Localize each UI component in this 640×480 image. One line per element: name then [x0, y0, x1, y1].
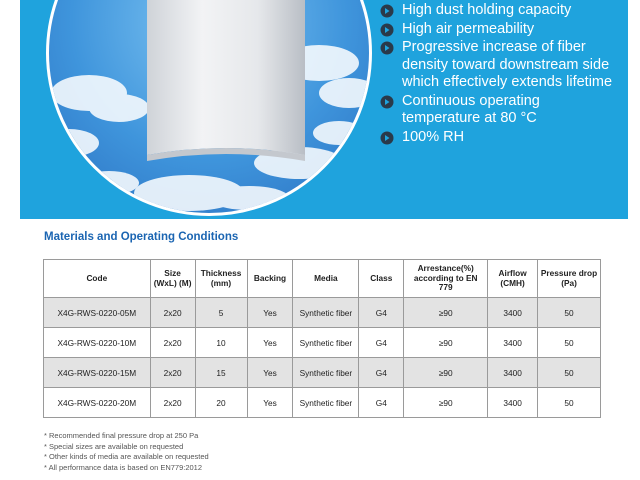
header-arrestance: Arrestance(%) according to EN 779 [404, 260, 488, 298]
cell-size: 2x20 [150, 298, 195, 328]
header-thickness: Thickness (mm) [195, 260, 247, 298]
cell-code: X4G-RWS-0220-05M [44, 298, 151, 328]
table-row [44, 358, 601, 388]
cell-size: 2x20 [150, 388, 195, 418]
cell-pressure-drop: 50 [538, 358, 601, 388]
cell-backing: Yes [247, 298, 293, 328]
footnote: * Recommended final pressure drop at 250 Pa [44, 431, 199, 440]
footnotes [44, 431, 209, 474]
cell-media: Synthetic fiber [293, 358, 359, 388]
cell-arrestance: ≥90 [404, 328, 488, 358]
product-photo [46, 0, 372, 216]
feature-text: 100% RH [402, 128, 465, 145]
cell-code: X4G-RWS-0220-20M [44, 388, 151, 418]
cell-media: Synthetic fiber [293, 298, 359, 328]
cell-pressure-drop: 50 [538, 388, 601, 418]
cell-class: G4 [359, 298, 404, 328]
feature-item [380, 129, 620, 147]
header-size: Size (WxL) (M) [150, 260, 195, 298]
section-title: Materials and Operating Conditions [44, 231, 239, 243]
cell-arrestance: ≥90 [404, 388, 488, 418]
cell-backing: Yes [247, 358, 293, 388]
cell-class: G4 [359, 328, 404, 358]
cell-size: 2x20 [150, 358, 195, 388]
arrow-circle-icon [380, 41, 394, 55]
footnote: * Special sizes are available on requested [44, 441, 184, 451]
feature-text: Continuous operating temperature at 80 °C [402, 92, 540, 126]
footnote: * All performance data is based on EN779:2012 [44, 463, 203, 473]
cell-backing: Yes [247, 388, 293, 418]
feature-text: High dust holding capacity [402, 2, 572, 18]
arrow-circle-icon [380, 23, 394, 37]
feature-item [380, 2, 620, 20]
cell-thickness: 5 [195, 298, 247, 328]
cell-backing: Yes [247, 328, 293, 358]
spec-table [43, 259, 601, 418]
filter-roll-illustration [49, 0, 372, 216]
table-row [44, 298, 601, 328]
arrow-circle-icon [380, 131, 394, 145]
cell-pressure-drop: 50 [538, 298, 601, 328]
cell-media: Synthetic fiber [293, 388, 359, 418]
header-airflow: Airflow (CMH) [488, 260, 538, 298]
cell-airflow: 3400 [488, 358, 538, 388]
cell-thickness: 15 [195, 358, 247, 388]
header-backing: Backing [247, 260, 293, 298]
hero-banner [20, 0, 628, 219]
cell-airflow: 3400 [488, 388, 538, 418]
feature-item [380, 21, 620, 39]
table-row [44, 388, 601, 418]
cell-thickness: 10 [195, 328, 247, 358]
cell-arrestance: ≥90 [404, 298, 488, 328]
feature-text: Progressive increase of fiber density toward downstream side which effectively extends lifetime [402, 39, 613, 90]
feature-item [380, 39, 620, 92]
cell-class: G4 [359, 388, 404, 418]
arrow-circle-icon [380, 95, 394, 109]
table-header-row [44, 260, 601, 298]
feature-list [380, 2, 620, 147]
cell-arrestance: ≥90 [404, 358, 488, 388]
cell-pressure-drop: 50 [538, 328, 601, 358]
cell-size: 2x20 [150, 328, 195, 358]
feature-text: High air permeability [402, 20, 535, 37]
feature-item [380, 93, 620, 128]
cell-airflow: 3400 [488, 298, 538, 328]
cell-media: Synthetic fiber [293, 328, 359, 358]
table-row [44, 328, 601, 358]
cell-class: G4 [359, 358, 404, 388]
header-pressure-drop: Pressure drop (Pa) [538, 260, 601, 298]
footnote: * Other kinds of media are available on requested [44, 452, 209, 462]
arrow-circle-icon [380, 4, 394, 18]
header-code: Code [44, 260, 151, 298]
cell-thickness: 20 [195, 388, 247, 418]
cell-airflow: 3400 [488, 328, 538, 358]
cell-code: X4G-RWS-0220-10M [44, 328, 151, 358]
cell-code: X4G-RWS-0220-15M [44, 358, 151, 388]
header-class: Class [359, 260, 404, 298]
header-media: Media [293, 260, 359, 298]
